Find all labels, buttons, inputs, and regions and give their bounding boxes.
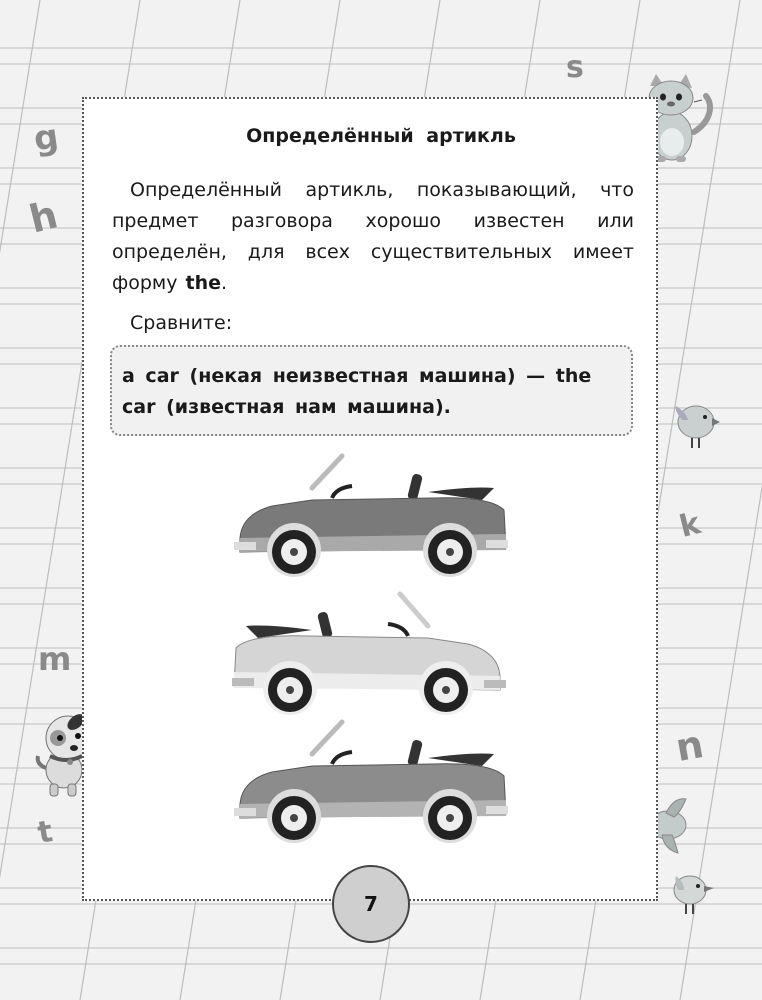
article-the: the xyxy=(185,272,222,294)
letter-t: t xyxy=(35,814,56,851)
page-number: 7 xyxy=(332,865,410,943)
page-title: Определённый артикль xyxy=(246,125,516,147)
letter-k: k xyxy=(676,506,704,545)
letter-n: n xyxy=(672,721,707,771)
example-box xyxy=(110,345,633,436)
convertible-car-icon xyxy=(232,590,510,716)
example-text: a car (некая неизвестная машина) — the car (известная нам машина). xyxy=(122,365,592,418)
bird-icon xyxy=(670,868,716,916)
letter-h: h xyxy=(25,192,62,242)
convertible-car-icon xyxy=(232,718,510,844)
paragraph-end: . xyxy=(221,272,228,294)
letter-g: g xyxy=(31,116,62,160)
paragraph-text: Определённый артикль, показывающий, что предмет разговора хорошо известен или определён, для всех существительных имеет форму xyxy=(112,179,634,294)
letter-s: s xyxy=(566,50,584,85)
explanation-paragraph xyxy=(112,175,634,299)
compare-label: Сравните: xyxy=(130,312,233,334)
bird-icon xyxy=(672,400,722,450)
letter-m: m xyxy=(38,640,72,678)
convertible-car-icon xyxy=(232,452,510,578)
